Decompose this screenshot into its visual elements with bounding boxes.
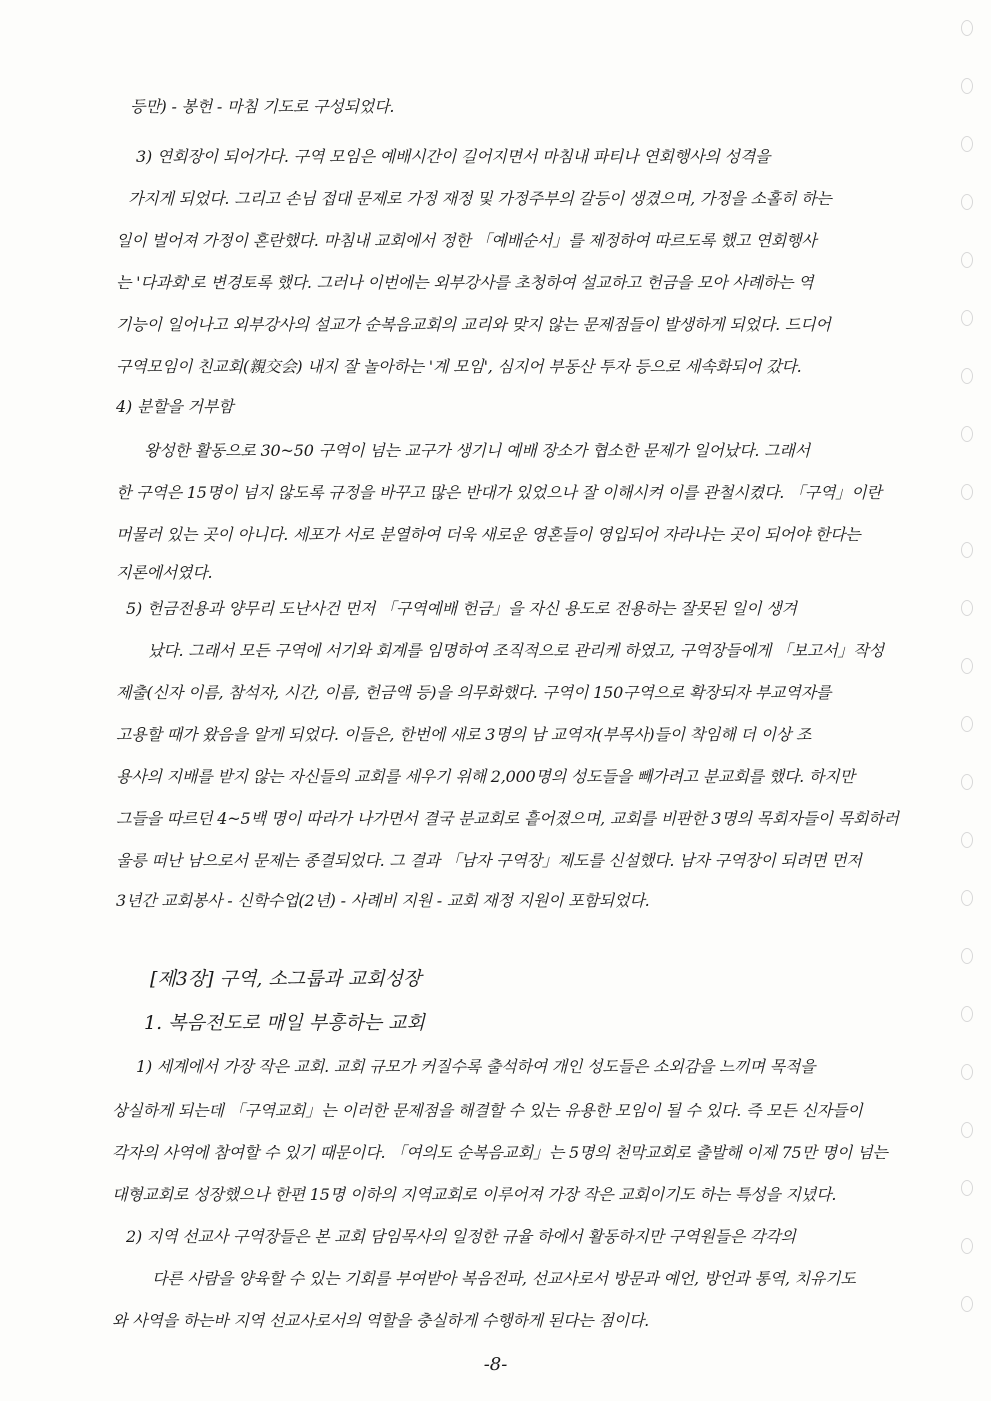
text-line: 와 사역을 하는바 지역 선교사로서의 역할을 충실하게 수행하게 된다는 점이다. [112, 1311, 650, 1330]
text-line: 그들을 따르던 4~5백 명이 따라가 나가면서 결국 분교회로 흩어졌으며, 교회를 비판한 3명의 목회자들이 목회하러 [116, 809, 899, 828]
text-line: 고용할 때가 왔음을 알게 되었다. 이들은, 한번에 새로 3명의 남 교역자(부목사)들이 착임해 더 이상 조 [116, 725, 812, 744]
text-line: 지론에서였다. [116, 563, 213, 582]
text-line: 일이 벌어져 가정이 혼란했다. 마침내 교회에서 정한 「예배순서」를 제정하여 따르도록 했고 연회행사 [116, 231, 817, 250]
text-line: 4) 분할을 거부함 [116, 397, 234, 416]
text-line: 제출(신자 이름, 참석자, 시간, 이름, 헌금액 등)을 의무화했다. 구역이 150구역으로 확장되자 부교역자를 [116, 683, 832, 702]
binding-hole-mark [961, 194, 973, 210]
text-line: 2) 지역 선교사 구역장들은 본 교회 담임목사의 일정한 규율 하에서 활동하지만 구역원들은 각각의 [126, 1227, 796, 1246]
binding-hole-mark [961, 252, 973, 268]
binding-hole-mark [961, 600, 973, 616]
binding-hole-mark [961, 20, 973, 36]
binding-hole-mark [961, 774, 973, 790]
text-line: 울릉 떠난 남으로서 문제는 종결되었다. 그 결과 「남자 구역장」제도를 신설했다. 남자 구역장이 되려면 먼저 [116, 851, 862, 870]
binding-hole-mark [961, 1122, 973, 1138]
binding-hole-mark [961, 368, 973, 384]
binding-hole-mark [961, 426, 973, 442]
section-heading: 1. 복음전도로 매일 부흥하는 교회 [144, 1012, 425, 1034]
margin-binding-holes [955, 20, 979, 1380]
binding-hole-mark [961, 1064, 973, 1080]
binding-hole-mark [961, 658, 973, 674]
text-line: 각자의 사역에 참여할 수 있기 때문이다. 「여의도 순복음교회」는 5명의 천막교회로 출발해 이제 75만 명이 넘는 [112, 1143, 888, 1162]
text-line: 다른 사람을 양육할 수 있는 기회를 부여받아 복음전파, 선교사로서 방문과 예언, 방언과 통역, 치유기도 [152, 1269, 856, 1288]
text-line: 상실하게 되는데 「구역교회」는 이러한 문제점을 해결할 수 있는 유용한 모임이 될 수 있다. 즉 모든 신자들이 [112, 1101, 863, 1120]
binding-hole-mark [961, 1238, 973, 1254]
text-line: 3년간 교회봉사 - 신학수업(2년) - 사례비 지원 - 교회 재정 지원이 포함되었다. [116, 891, 650, 910]
binding-hole-mark [961, 542, 973, 558]
text-line: 가지게 되었다. 그리고 손님 접대 문제로 가정 재정 및 가정주부의 갈등이 생겼으며, 가정을 소홀히 하는 [128, 189, 832, 208]
text-line: 한 구역은 15명이 넘지 않도록 규정을 바꾸고 많은 반대가 있었으나 잘 이해시켜 이를 관철시켰다. 「구역」이란 [116, 483, 882, 502]
text-line: 등만) - 봉헌 - 마침 기도로 구성되었다. [130, 97, 395, 116]
text-line: 5) 헌금전용과 양무리 도난사건 먼저 「구역예배 헌금」을 자신 용도로 전용하는 잘못된 일이 생겨 [126, 599, 797, 618]
text-line: 용사의 지배를 받지 않는 자신들의 교회를 세우기 위해 2,000명의 성도들을 빼가려고 분교회를 했다. 하지만 [116, 767, 855, 786]
binding-hole-mark [961, 1006, 973, 1022]
binding-hole-mark [961, 310, 973, 326]
text-line: 3) 연회장이 되어가다. 구역 모임은 예배시간이 길어지면서 마침내 파티나 연회행사의 성격을 [136, 147, 771, 166]
page-number: -8- [483, 1354, 508, 1375]
text-line: 구역모임이 친교회(親交会) 내지 잘 놀아하는 '계 모임', 심지어 부동산 투자 등으로 세속화되어 갔다. [116, 357, 802, 376]
text-line: 는 '다과회'로 변경토록 했다. 그러나 이번에는 외부강사를 초청하여 설교하고 헌금을 모아 사례하는 역 [116, 273, 814, 292]
text-line: 났다. 그래서 모든 구역에 서기와 회계를 임명하여 조직적으로 관리케 하였고, 구역장들에게 「보고서」작성 [148, 641, 884, 660]
text-line: 대형교회로 성장했으나 한편 15명 이하의 지역교회로 이루어져 가장 작은 교회이기도 하는 특성을 지녔다. [112, 1185, 837, 1204]
text-line: 1) 세계에서 가장 작은 교회. 교회 규모가 커질수록 출석하여 개인 성도들은 소외감을 느끼며 목적을 [136, 1057, 816, 1076]
text-line: 기능이 일어나고 외부강사의 설교가 순복음교회의 교리와 맞지 않는 문제점들이 발생하게 되었다. 드디어 [116, 315, 831, 334]
chapter-heading: [제3장] 구역, 소그룹과 교회성장 [150, 968, 422, 990]
text-line: 왕성한 활동으로 30~50 구역이 넘는 교구가 생기니 예배 장소가 협소한 문제가 일어났다. 그래서 [144, 441, 810, 460]
binding-hole-mark [961, 948, 973, 964]
binding-hole-mark [961, 1180, 973, 1196]
binding-hole-mark [961, 1296, 973, 1312]
binding-hole-mark [961, 716, 973, 732]
binding-hole-mark [961, 78, 973, 94]
binding-hole-mark [961, 136, 973, 152]
binding-hole-mark [961, 890, 973, 906]
binding-hole-mark [961, 484, 973, 500]
text-line: 머물러 있는 곳이 아니다. 세포가 서로 분열하여 더욱 새로운 영혼들이 영입되어 자라나는 곳이 되어야 한다는 [116, 525, 861, 544]
binding-hole-mark [961, 832, 973, 848]
